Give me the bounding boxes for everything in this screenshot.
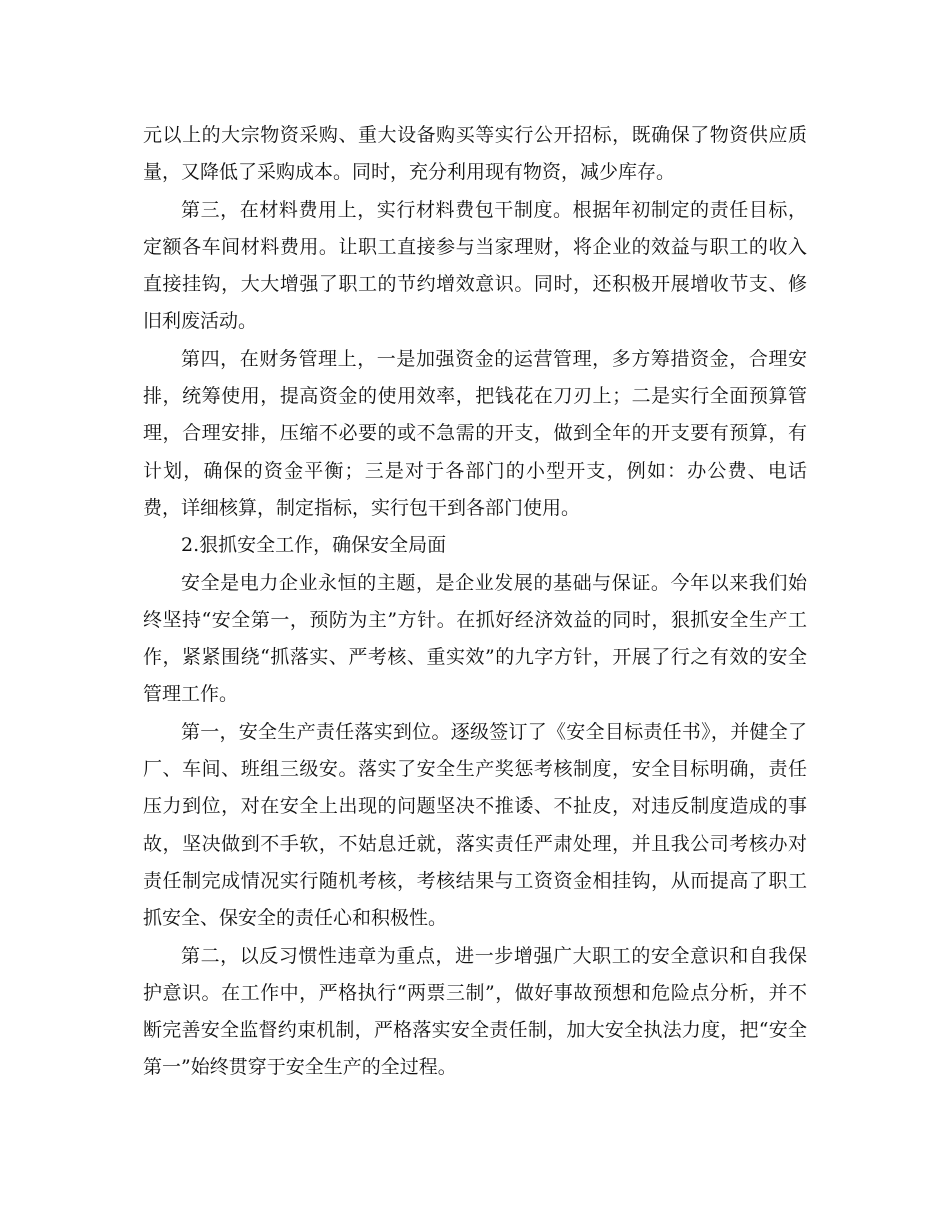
document-page (143, 117, 807, 1087)
section-heading-safety: 2.狠抓安全工作，确保安全局面 (181, 534, 447, 557)
paragraph-anti-violation: 第二，以反习惯性违章为重点，进一步增强广大职工的安全意识和自我保护意识。在工作中，严格执行“两票三制”，做好事故预想和危险点分析，并不断完善安全监督约束机制，严格落实安全责任制，加大安全执法力度，把“安全第一”始终贯穿于安全生产的全过程。 (143, 944, 807, 1079)
paragraph-safety-responsibility: 第一，安全生产责任落实到位。逐级签订了《安全目标责任书》，并健全了厂、车间、班组三级安。落实了安全生产奖惩考核制度，安全目标明确，责任压力到位，对在安全上出现的问题坚决不推诿、不扯皮，对违反制度造成的事故，坚决做到不手软，不姑息迁就，落实责任严肃处理，并且我公司考核办对责任制完成情况实行随机考核，考核结果与工资资金相挂钩，从而提高了职工抓安全、保安全的责任心和积极性。 (143, 720, 807, 930)
paragraph-procurement: 元以上的大宗物资采购、重大设备购买等实行公开招标，既确保了物资供应质量，又降低了采购成本。同时，充分利用现有物资，减少库存。 (143, 124, 807, 184)
paragraph-safety-intro: 安全是电力企业永恒的主题，是企业发展的基础与保证。今年以来我们始终坚持“安全第一，预防为主”方针。在抓好经济效益的同时，狠抓安全生产工作，紧紧围绕“抓落实、严考核、重实效”的九字方针，开展了行之有效的安全管理工作。 (143, 571, 807, 706)
paragraph-material-costs: 第三，在材料费用上，实行材料费包干制度。根据年初制定的责任目标，定额各车间材料费用。让职工直接参与当家理财，将企业的效益与职工的收入直接挂钩，大大增强了职工的节约增效意识。同时，还积极开展增收节支、修旧利废活动。 (143, 198, 807, 333)
paragraph-financial-management: 第四，在财务管理上，一是加强资金的运营管理，多方筹措资金，合理安排，统筹使用，提高资金的使用效率，把钱花在刀刃上；二是实行全面预算管理，合理安排，压缩不必要的或不急需的开支，做到全年的开支要有预算，有计划，确保的资金平衡；三是对于各部门的小型开支，例如：办公费、电话费，详细核算，制定指标，实行包干到各部门使用。 (143, 347, 807, 519)
